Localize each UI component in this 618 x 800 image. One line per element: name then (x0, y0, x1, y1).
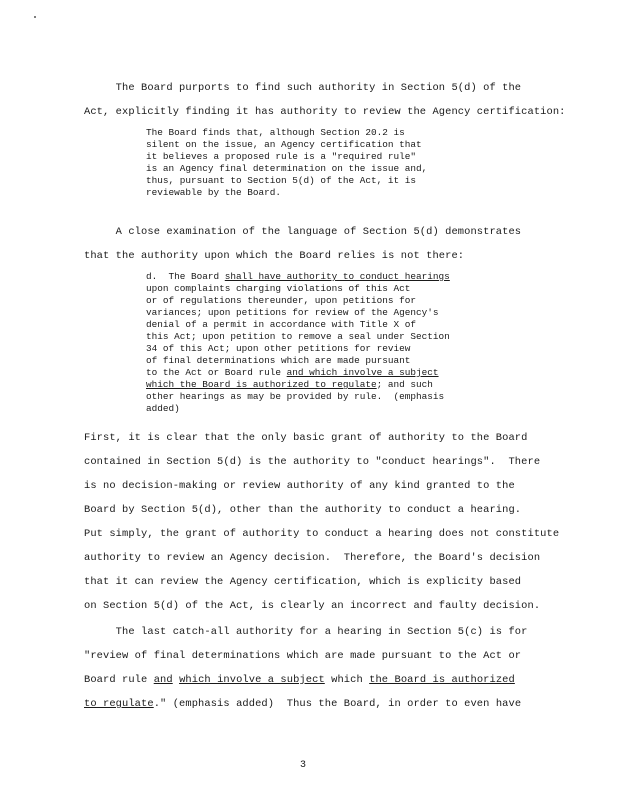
quote2-line12: added) (146, 403, 180, 414)
para1-line1: The Board purports to find such authority in Section 5(d) of the (84, 82, 522, 94)
quote2-line9-pre: to the Act or Board rule (146, 367, 287, 378)
para4-line3 (84, 674, 515, 686)
quote1-line4: is an Agency final determination on the issue and, (146, 163, 428, 174)
para2-line2: that the authority upon which the Board relies is not there: (84, 250, 465, 262)
para4-emphasis-subject: which involve a subject (179, 674, 325, 686)
quote2-line8: of final determinations which are made pursuant (146, 355, 411, 366)
quote2-line11: other hearings as may be provided by rule. (emphasis (146, 391, 445, 402)
quote2-emphasis-subject: and which involve a subject (286, 367, 439, 378)
quote1-line6: reviewable by the Board. (146, 187, 282, 198)
quote2-line5: denial of a permit in accordance with Title X of (146, 319, 417, 330)
para3-line1: First, it is clear that the only basic grant of authority to the Board (84, 432, 528, 444)
para4-line3-pre: Board rule (84, 674, 154, 686)
para4-emphasis-and: and (153, 674, 173, 686)
para4-line4 (84, 698, 521, 710)
quote2-line1 (146, 272, 450, 283)
quote1-line5: thus, pursuant to Section 5(d) of the Act, it is (146, 175, 417, 186)
para3-line2: contained in Section 5(d) is the authority to "conduct hearings". There (84, 456, 541, 468)
quote1-line2: silent on the issue, an Agency certification that (146, 139, 422, 150)
quote2-line10-post: ; and such (376, 379, 433, 390)
para3-line5: Put simply, the grant of authority to conduct a hearing does not constitute (84, 528, 560, 540)
para3-line6: authority to review an Agency decision. Therefore, the Board's decision (84, 552, 541, 564)
para3-line3: is no decision-making or review authority of any kind granted to the (84, 480, 515, 492)
quote2-line10 (146, 380, 433, 391)
para2-line1: A close examination of the language of Section 5(d) demonstrates (84, 226, 522, 238)
quote2-line1-pre: d. The Board (146, 271, 225, 282)
quote1-line1: The Board finds that, although Section 20.2 is (146, 127, 405, 138)
para3-line7: that it can review the Agency certification, which is explicity based (84, 576, 522, 588)
para4-emphasis-authorized: the Board is authorized (369, 674, 515, 686)
para4-line3-which: which (324, 674, 370, 686)
quote2-line6: this Act; upon petition to remove a seal under Section (146, 331, 450, 342)
para4-emphasis-regulate: to regulate (84, 698, 154, 710)
scan-speck (34, 16, 36, 18)
quote1-line3: it believes a proposed rule is a "required rule" (146, 151, 417, 162)
quote2-emphasis-hearings: shall have authority to conduct hearings (224, 271, 450, 282)
para4-line1: The last catch-all authority for a hearing in Section 5(c) is for (84, 626, 528, 638)
quote2-line9 (146, 368, 439, 379)
para3-line8: on Section 5(d) of the Act, is clearly an incorrect and faulty decision. (84, 600, 541, 612)
page-number: 3 (300, 760, 307, 771)
quote2-emphasis-regulate: which the Board is authorized to regulate (146, 379, 377, 390)
quote2-line3: or of regulations thereunder, upon petitions for (146, 295, 417, 306)
para4-line2: "review of final determinations which are made pursuant to the Act or (84, 650, 522, 662)
quote2-line4: variances; upon petitions for review of the Agency's (146, 307, 439, 318)
para1-line2: Act, explicitly finding it has authority to review the Agency certification: (84, 106, 566, 118)
quote2-line7: 34 of this Act; upon other petitions for review (146, 343, 411, 354)
quote2-line2: upon complaints charging violations of this Act (146, 283, 411, 294)
para4-line4-post: ." (emphasis added) Thus the Board, in order to even have (153, 698, 522, 710)
para3-line4: Board by Section 5(d), other than the authority to conduct a hearing. (84, 504, 522, 516)
